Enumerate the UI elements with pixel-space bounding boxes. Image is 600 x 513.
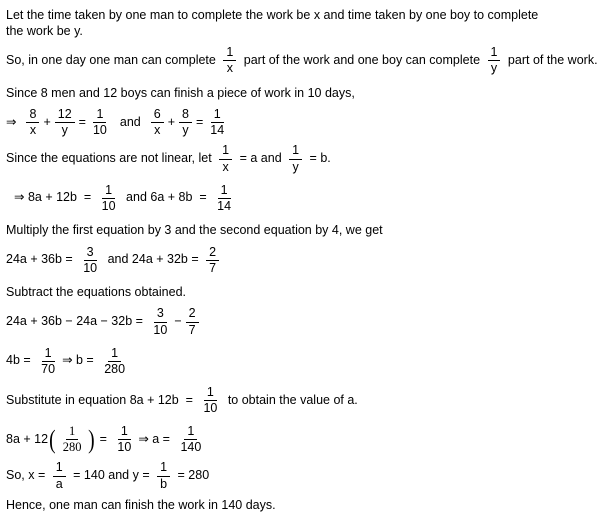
fraction-denominator: y — [490, 61, 498, 76]
fraction-one-over-14 — [214, 184, 234, 213]
fraction-denominator: 10 — [92, 123, 107, 138]
fraction-denominator: a — [55, 476, 63, 491]
fraction-eight-over-y — [179, 108, 192, 137]
text-run: 4b = — [6, 353, 35, 368]
fraction-two-over-7 — [206, 246, 219, 275]
fraction-numerator: 12 — [55, 108, 75, 123]
text-run: 8a + 12 — [6, 431, 49, 446]
fraction-denominator: 10 — [117, 440, 132, 455]
equals-run: = — [96, 431, 111, 446]
fraction-numerator: 1 — [93, 108, 106, 123]
text-run: So, in one day one man can complete — [6, 53, 220, 68]
text-run: and 6a + 8b = — [122, 190, 211, 205]
given-condition-line — [6, 86, 594, 102]
fraction-eight-over-x — [26, 108, 39, 137]
text-run: part of the work. — [504, 53, 598, 68]
fraction-numerator: 1 — [223, 46, 236, 61]
multiplied-equations-line — [6, 246, 594, 275]
text-run: part of the work and one boy can complete — [240, 53, 484, 68]
final-values-line — [6, 461, 594, 490]
text-run: = 140 and y = — [69, 468, 154, 483]
fraction-numerator: 1 — [204, 386, 217, 401]
fraction-numerator: 2 — [186, 307, 199, 322]
fraction-one-over-y — [488, 46, 501, 75]
fraction-denominator: 140 — [180, 440, 202, 455]
statement-line-1 — [6, 8, 594, 24]
text-run: ⇒ 8a + 12b = — [14, 190, 95, 205]
fraction-numerator: 1 — [184, 425, 197, 440]
text-run: = 280 — [174, 468, 210, 483]
fraction-one-over-14 — [207, 108, 227, 137]
fraction-denominator: 7 — [188, 322, 196, 337]
fraction-two-over-7 — [186, 307, 199, 336]
equation-line-1 — [6, 108, 594, 137]
minus-symbol: − — [174, 314, 182, 329]
fraction-one-over-x — [219, 144, 232, 173]
fraction-one-over-70 — [38, 347, 58, 376]
implies-symbol: ⇒ — [6, 114, 17, 129]
fraction-denominator: x — [226, 61, 233, 76]
fraction-one-over-x — [223, 46, 236, 75]
fraction-three-over-10 — [150, 307, 170, 336]
linear-equations-line — [6, 184, 594, 213]
text-run: Since 8 men and 12 boys can finish a piece of work in 10 days, — [6, 85, 355, 100]
paren-open: ( — [49, 424, 56, 454]
text-run: the work be y. — [6, 23, 83, 38]
fraction-one-over-10 — [114, 425, 134, 454]
subtract-instruction-line — [6, 285, 594, 301]
fraction-denominator: x — [222, 159, 229, 174]
fraction-denominator: 10 — [83, 260, 98, 275]
fraction-numerator: 6 — [151, 108, 164, 123]
fraction-numerator: 1 — [211, 108, 224, 123]
text-run: = a and — [236, 151, 286, 166]
fraction-denominator: x — [154, 123, 161, 138]
fraction-denominator: x — [29, 123, 37, 138]
one-day-work-line — [6, 45, 598, 76]
fraction-denominator: 10 — [153, 322, 168, 337]
fraction-numerator: 1 — [219, 144, 232, 159]
fraction-denominator: 10 — [101, 198, 116, 213]
fraction-numerator: 1 — [102, 184, 115, 199]
fraction-denominator: b — [160, 476, 168, 491]
fraction-one-over-280 — [101, 347, 128, 376]
subtraction-line — [6, 307, 594, 336]
equals-symbol: = — [78, 114, 86, 129]
text-run: Multiply the first equation by 3 and the second equation by 4, we get — [6, 222, 383, 237]
fraction-denominator: 14 — [217, 198, 232, 213]
text-run: Hence, one man can finish the work in 140 days. — [6, 497, 276, 512]
fraction-numerator: 1 — [53, 461, 66, 476]
statement-line-2 — [6, 24, 594, 40]
fraction-denominator: 280 — [104, 361, 126, 376]
b-value-line — [6, 347, 594, 376]
multiply-instruction-line — [6, 223, 594, 239]
substitution-line — [6, 144, 594, 173]
parenthesis-group — [48, 425, 96, 454]
text-run: and 24a + 32b = — [104, 252, 203, 267]
text-run: 24a + 36b = — [6, 252, 77, 267]
fraction-three-over-10 — [80, 246, 100, 275]
text-run: ⇒ a = — [138, 431, 174, 446]
plus-symbol: + — [43, 114, 51, 129]
fraction-numerator: 1 — [66, 425, 78, 440]
fraction-one-over-140 — [177, 425, 204, 454]
fraction-one-over-b — [157, 461, 170, 490]
fraction-one-over-10 — [99, 184, 119, 213]
fraction-numerator: 1 — [218, 184, 231, 199]
a-value-line — [6, 425, 594, 454]
text-run: Since the equations are not linear, let — [6, 151, 216, 166]
fraction-numerator: 1 — [157, 461, 170, 476]
text-run: Subtract the equations obtained. — [6, 284, 186, 299]
plus-symbol: + — [167, 114, 175, 129]
fraction-one-over-a — [53, 461, 66, 490]
fraction-denominator: y — [182, 123, 189, 138]
conjunction-and: and — [119, 114, 141, 129]
fraction-numerator: 1 — [42, 347, 55, 362]
fraction-six-over-x — [151, 108, 164, 137]
fraction-denominator: 280 — [62, 440, 82, 455]
fraction-numerator: 1 — [289, 144, 302, 159]
fraction-numerator: 3 — [84, 246, 97, 261]
text-run: to obtain the value of a. — [224, 392, 358, 407]
equals-symbol: = — [195, 114, 204, 129]
fraction-numerator: 2 — [206, 246, 219, 261]
fraction-twelve-over-y — [55, 108, 75, 137]
substitute-instruction-line — [6, 386, 594, 415]
fraction-denominator: 70 — [41, 361, 56, 376]
text-run: So, x = — [6, 468, 49, 483]
text-run: = b. — [306, 151, 331, 166]
conclusion-line — [6, 498, 594, 513]
fraction-denominator: 14 — [210, 123, 225, 138]
fraction-one-over-y — [289, 144, 302, 173]
fraction-denominator: 10 — [203, 401, 218, 415]
fraction-denominator: y — [292, 159, 299, 174]
text-run: Let the time taken by one man to complete the work be x and time taken by one boy to complete — [6, 8, 539, 22]
fraction-numerator: 8 — [179, 108, 192, 123]
fraction-denominator: y — [61, 123, 68, 138]
fraction-one-over-280 — [60, 425, 85, 454]
fraction-one-over-10 — [90, 108, 110, 137]
paren-close: ) — [88, 424, 96, 454]
fraction-numerator: 8 — [26, 108, 39, 123]
fraction-numerator: 3 — [154, 307, 167, 322]
text-run: Substitute in equation 8a + 12b = — [6, 392, 197, 407]
fraction-denominator: 7 — [209, 260, 217, 275]
text-run: 24a + 36b − 24a − 32b = — [6, 314, 147, 329]
fraction-numerator: 1 — [118, 425, 131, 440]
fraction-numerator: 1 — [488, 46, 501, 61]
fraction-one-over-10 — [200, 386, 220, 415]
fraction-numerator: 1 — [108, 347, 121, 362]
text-run: ⇒ b = — [62, 353, 98, 368]
